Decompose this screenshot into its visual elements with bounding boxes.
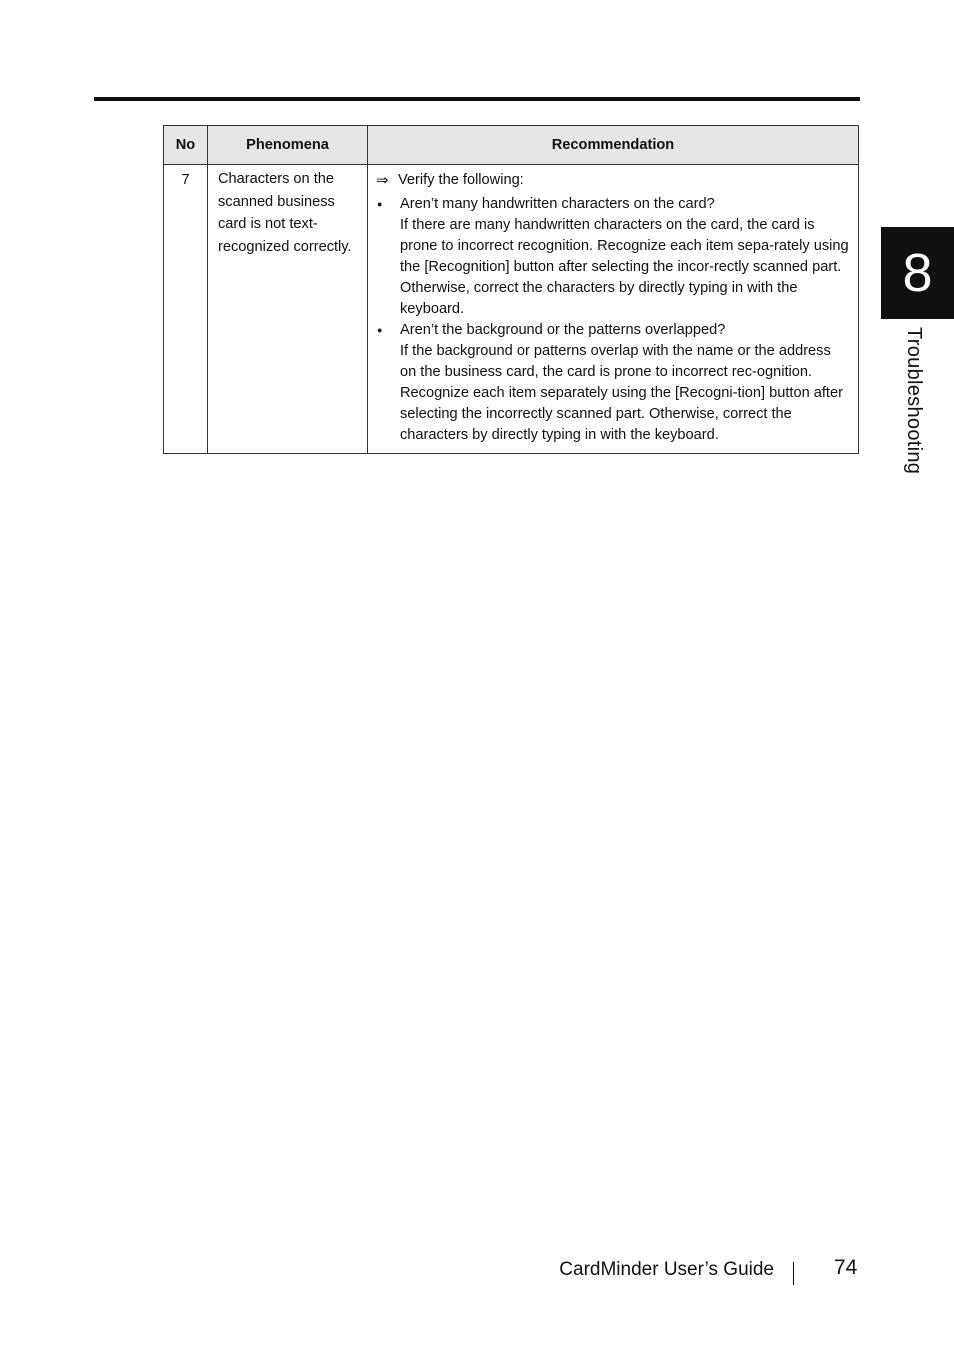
bullet-body bbox=[400, 320, 850, 446]
verify-line bbox=[376, 170, 850, 191]
bullet-answer: If the background or patterns overlap with the name or the address on the business card, the card is prone to incorrect rec-ognition. Recognize each item separately using the [Recogni-tion] button after selecting the incorrectly scanned part. Otherwise, correct the characters by directly typing in with the keyboard. bbox=[400, 343, 843, 443]
recommendation-cell bbox=[368, 165, 859, 454]
chapter-number-tab bbox=[881, 227, 954, 319]
bullet-question: Aren’t the background or the patterns overlapped? bbox=[400, 322, 726, 338]
bullet-icon: ● bbox=[377, 325, 383, 335]
header-no: No bbox=[164, 126, 208, 165]
recommendation-bullet bbox=[376, 320, 850, 446]
bullet-answer: If there are many handwritten characters on the card, the card is prone to incorrect recognition. Recognize each item sepa-rately using the [Recognition] button after selecting the incor-rectly scanned part. Otherwise, correct the characters by directly typing in with the keyboard. bbox=[400, 217, 849, 317]
chapter-label: Troubleshooting bbox=[903, 327, 925, 475]
header-phenomena: Phenomena bbox=[208, 126, 368, 165]
arrow-right-icon: ⇒ bbox=[376, 172, 389, 189]
chapter-number: 8 bbox=[902, 243, 933, 303]
header-recommendation: Recommendation bbox=[368, 126, 859, 165]
footer-page-number: 74 bbox=[834, 1256, 858, 1279]
bullet-question: Aren’t many handwritten characters on the card? bbox=[400, 196, 715, 212]
bullet-icon: ● bbox=[377, 199, 383, 209]
verify-text: Verify the following: bbox=[398, 172, 524, 188]
footer-separator bbox=[793, 1262, 794, 1285]
phenomena-cell: Characters on the scanned business card is not text-recognized correctly. bbox=[208, 165, 368, 454]
troubleshooting-table bbox=[163, 125, 859, 454]
footer-guide-title: CardMinder User’s Guide bbox=[559, 1259, 774, 1280]
row-number: 7 bbox=[164, 165, 208, 454]
table-header-row bbox=[164, 126, 859, 165]
recommendation-bullet bbox=[376, 194, 850, 320]
table-row bbox=[164, 165, 859, 454]
bullet-body bbox=[400, 194, 850, 320]
header-rule bbox=[94, 97, 860, 101]
